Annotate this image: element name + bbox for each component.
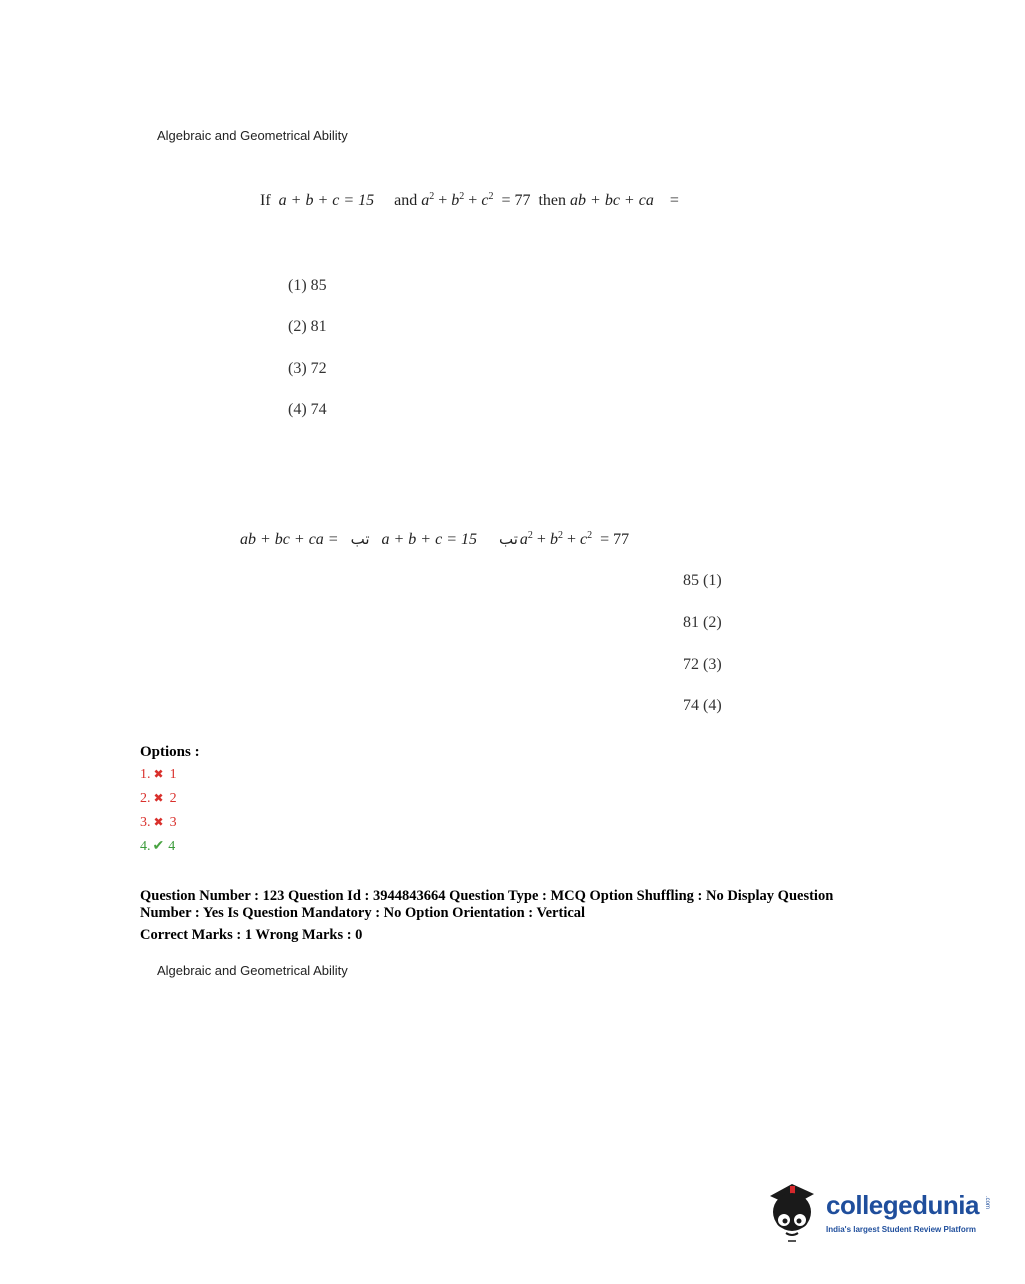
cross-icon: ✖ — [153, 815, 164, 829]
answer-number: 3. — [140, 815, 151, 830]
answer-value: 1 — [169, 767, 177, 782]
question-ur-then: تب — [350, 530, 370, 548]
question-ur-condition: a + b + c = 15 — [381, 531, 477, 548]
option-en-4: (4) 74 — [288, 401, 327, 418]
meta-line-3: Correct Marks : 1 Wrong Marks : 0 — [140, 927, 363, 943]
cross-icon: ✖ — [153, 767, 164, 781]
collegedunia-logo — [766, 1176, 996, 1246]
answer-number: 1. — [140, 767, 151, 782]
mascot-icon — [766, 1178, 824, 1244]
question-condition-sum: a + b + c = 15 — [278, 192, 375, 209]
question-meta — [140, 888, 833, 944]
answer-option-4 — [140, 838, 175, 855]
answer-number: 2. — [140, 791, 151, 806]
options-label: Options : — [140, 744, 200, 760]
checkmark-icon: ✔ — [152, 839, 165, 854]
logo-name: collegedunia — [826, 1190, 979, 1220]
answer-value: 2 — [169, 791, 177, 806]
question-text-english: If a + b + c = 15 and $a^2 + b^2 + c^2 = 77$ then ab + bc + ca = — [260, 191, 679, 209]
question-and: and — [394, 192, 418, 209]
meta-line-1: Question Number : 123 Question Id : 3944843664 Question Type : MCQ Option Shuffling : No Display Question — [140, 888, 834, 904]
answer-value: 4 — [168, 839, 176, 854]
option-en-1: (1) 85 — [288, 277, 327, 294]
section-title-next: Algebraic and Geometrical Ability — [157, 963, 348, 978]
question-equals: = — [669, 192, 679, 209]
question-text-urdu: ab + bc + ca = تب a + b + c = 15 تب $a^2 + b^2 + c^2 = 77$ — [240, 530, 630, 548]
option-ur-2: 81 (2) — [683, 614, 722, 631]
question-expression: ab + bc + ca — [570, 192, 654, 209]
logo-suffix: .com — [984, 1196, 990, 1210]
option-en-3: (3) 72 — [288, 360, 327, 377]
option-ur-1: 85 (1) — [683, 572, 722, 589]
answer-option-1 — [140, 767, 177, 783]
answer-value: 3 — [169, 815, 177, 830]
section-title: Algebraic and Geometrical Ability — [157, 128, 348, 143]
answer-option-3 — [140, 815, 177, 831]
answer-number: 4. — [140, 839, 151, 854]
option-ur-3: 72 (3) — [683, 656, 722, 673]
cross-icon: ✖ — [153, 791, 164, 805]
question-then: then — [538, 192, 567, 209]
logo-tagline: India's largest Student Review Platform — [826, 1225, 976, 1234]
question-ur-and: تب — [499, 530, 518, 548]
question-if: If — [260, 192, 271, 209]
option-en-2: (2) 81 — [288, 318, 327, 335]
meta-line-2: Number : Yes Is Question Mandatory : No Option Orientation : Vertical — [140, 905, 586, 921]
answer-option-2 — [140, 791, 177, 807]
question-ur-expression: ab + bc + ca = — [240, 531, 339, 548]
option-ur-4: 74 (4) — [683, 697, 722, 714]
